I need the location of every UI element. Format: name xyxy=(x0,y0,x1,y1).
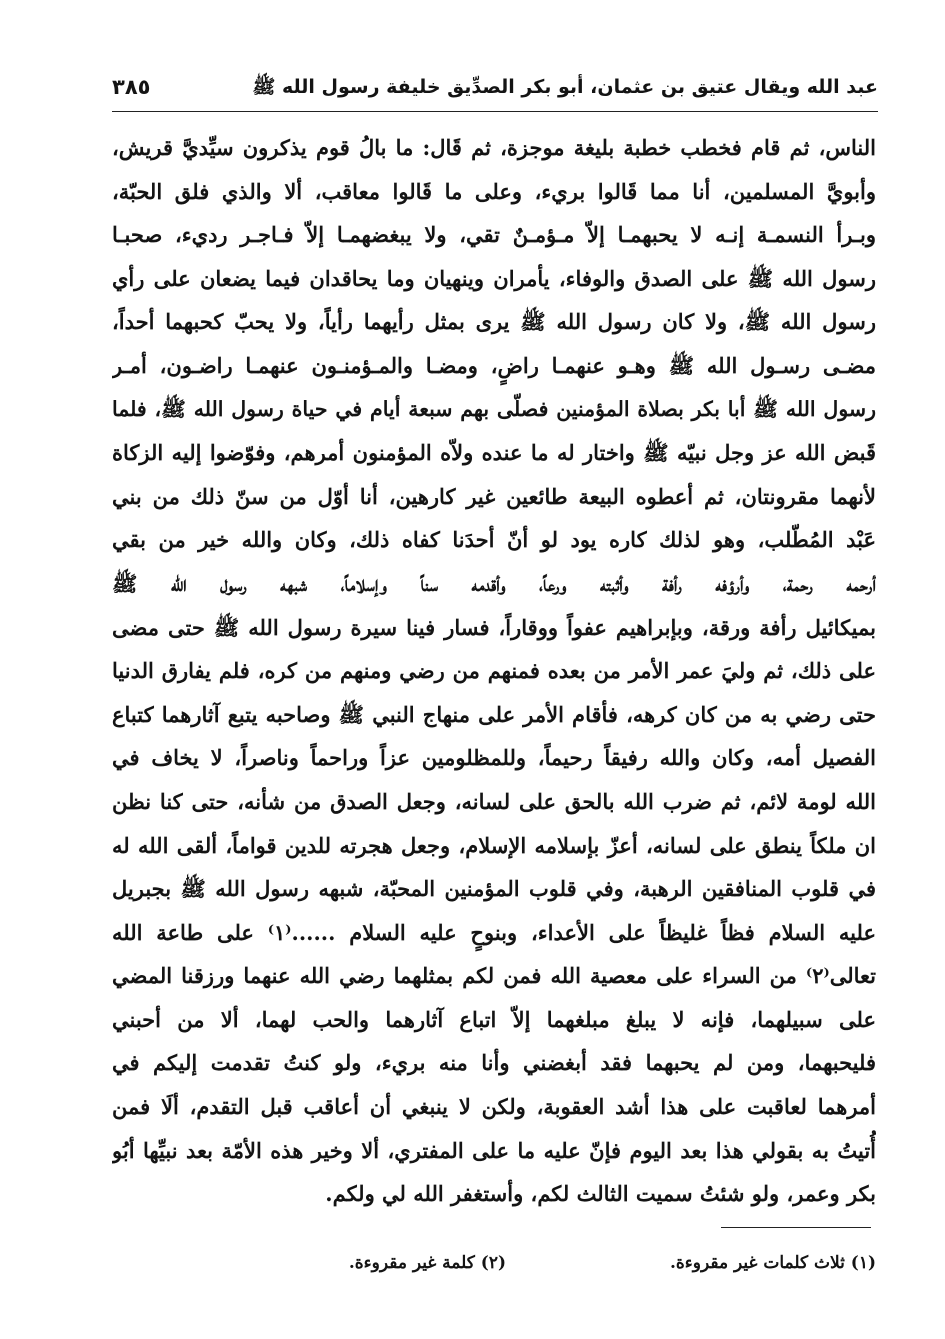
text-line: على سبيلهما، فإنه لا يبلغ مبلغهما إلاّ اتباع آثارهما والحب لهما، ألا من أحبني xyxy=(112,1006,876,1032)
text-line: تعالى⁽٢⁾ من السراء على معصية الله فمن لكم بمثلهما رضي الله عنهما ورزقنا المضي xyxy=(112,963,876,989)
text-line: على ذلك، ثم وليَ عمر الأمر من بعده فمنهم من رضي ومنهم من كره، فلم يفارق الدنيا xyxy=(112,658,876,684)
footnotes xyxy=(112,1248,876,1284)
text-line: أمرهما لعاقبت على هذا أشد العقوبة، ولكن لا ينبغي أن أعاقب قبل التقدم، ألَا فمن xyxy=(112,1094,876,1120)
text-line: الناس، ثم قام فخطب خطبة بليغة موجزة، ثم قَال: ما بالُ قوم يذكرون سيِّديَّ قريش، xyxy=(112,135,876,160)
running-header xyxy=(112,72,878,110)
footnote-2: (٢) كلمة غير مقروءة. xyxy=(348,1253,506,1273)
text-line: أُتيتُ به بقولي هذا بعد اليوم فإنّ عليه ما على المفتري، ألا وخير هذه الأمّة بعد نبيِّها أبُو xyxy=(112,1137,876,1163)
running-header-title: عبد الله ويقال عتيق بن عثمان، أبو بكر الصدِّيق خليفة رسول الله ﷺ xyxy=(252,76,878,98)
text-line: ان ملكاً ينطق على لسانه، أعزّ بإسلامه الإسلام، وجعل هجرته للدين قواماً، ألقى الله له xyxy=(112,832,876,858)
text-line: حتى رضي به من كان كرهه، فأقام الأمر على منهاج النبي ﷺ وصاحبه يتبع آثارهما كتباع xyxy=(112,701,876,727)
text-line: عَبْد المُطّلب، وهو لذلك كاره يود لو أنّ أحدَنا كفاه ذلك، وكان والله خير من بقي xyxy=(112,527,876,553)
text-line: رسول الله ﷺ أبا بكر بصلاة المؤمنين فصلّى بهم سبعة أيام في حياة رسول الله ﷺ، فلما xyxy=(112,396,876,421)
footnote-1: (١) ثلاث كلمات غير مقروءة. xyxy=(669,1253,876,1273)
text-line: وأبويَّ المسلمين، أنا مما قَالوا بريء، وعلى ما قَالوا معاقب، ألا والذي فلق الحبّة، xyxy=(112,178,876,204)
text-line: رسول الله ﷺ، ولا كان رسول الله ﷺ يرى بمثل رأيهما رأياً، ولا يحبّ كحبهما أحداً، xyxy=(112,309,876,335)
header-divider xyxy=(112,111,878,112)
page-number: ٣٨٥ xyxy=(112,75,151,99)
text-line: فليحبهما، ومن لم يحبهما فقد أبغضني وأنا منه بريء، ولو كنتُ تقدمت إليكم في xyxy=(112,1050,876,1076)
text-line: الله لومة لائم، ثم ضرب الله بالحق على لسانه، وجعل الصدق من شأنه، حتى كنا نظن xyxy=(112,788,876,814)
text-line: أرحمه رحمة، وأرؤفه رأفة وأثبته ورعاً، وأقدمه سناً وإسلاماً، شبهه رسول الله ﷺ xyxy=(112,570,876,596)
main-text xyxy=(112,126,876,1216)
text-line: في قلوب المنافقين الرهبة، وفي قلوب المؤمنين المحبّة، شبهه رسول الله ﷺ بجبريل xyxy=(112,876,876,902)
text-line: الفصيل أمه، وكان والله رفيقاً رحيماً، وللمظلومين عزاً وراحماً وناصراً، لا يخاف في xyxy=(112,745,876,771)
text-line: قَبض الله عز وجل نبيّه ﷺ واختار له ما عنده ولاّه المؤمنون أمرهم، وفوّضوا إليه الزكاة xyxy=(112,440,876,466)
text-line: وبـرأ النسمـة إنـه لا يحبهمـا إلاّ مـؤمـنٌ تقي، ولا يبغضهمـا إلاّ فـاجـر رديء، صحبـا xyxy=(112,222,876,248)
footnote-divider xyxy=(721,1227,871,1228)
text-line: رسول الله ﷺ على الصدق والوفاء، يأمران وينهيان وما يحاقدان فيما يضعان على رأي xyxy=(112,265,876,291)
text-line-final: بكر وعمر، ولو شئتُ سميت الثالث لكم، وأستغفر الله لي ولكم. xyxy=(325,1181,876,1207)
text-line: بميكائيل رأفة ورقة، وبإبراهيم عفواً ووقاراً، فسار فينا سيرة رسول الله ﷺ حتى مضى xyxy=(112,614,876,640)
text-line: لأنهما مقرونتان، ثم أعطوه البيعة طائعين غير كارهين، أنا أوّل من سنّ ذلك من بني xyxy=(112,483,876,509)
text-line: عليه السلام فظاً غليظاً على الأعداء، وبنوحٍ عليه السلام ......⁽١⁾ على طاعة الله xyxy=(112,919,876,945)
text-line: مضـى رسـول الله ﷺ وهـو عنهمـا راضٍ، ومضـا والمـؤمنـون عنهمـا راضـون، أمـر xyxy=(112,352,876,378)
